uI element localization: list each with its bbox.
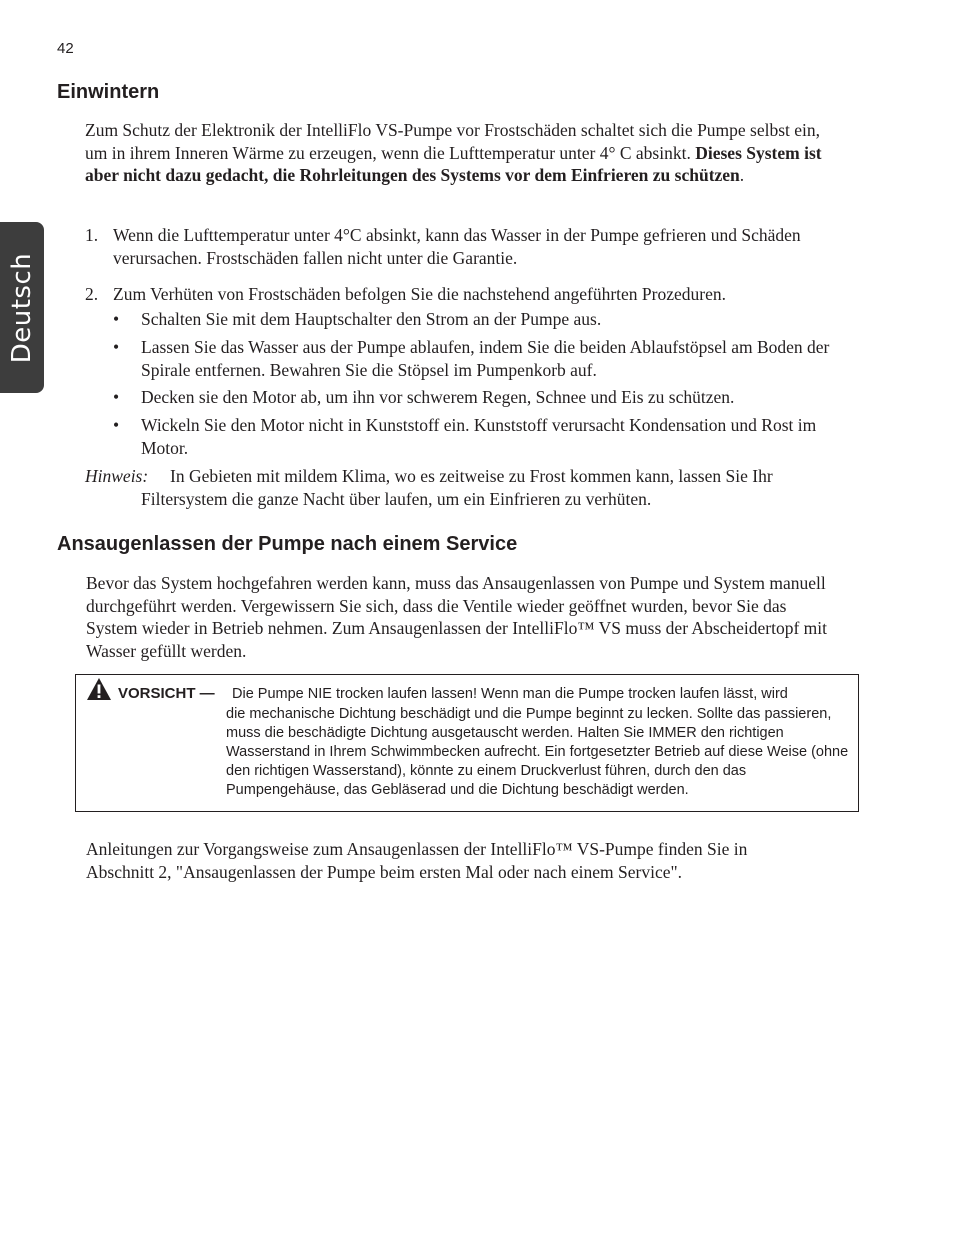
bullet-item: Lassen Sie das Wasser aus der Pumpe ablaufen, indem Sie die beiden Ablaufstöpsel am Boden der Spirale entfernen. Bewahren Sie die Stöpsel im Pumpenkorb auf.	[141, 337, 830, 380]
intro-bold: Dieses System ist aber nicht dazu gedacht, die Rohrleitungen des Systems vor dem Einfrieren zu schützen	[85, 142, 822, 185]
list-item-1: Wenn die Lufttemperatur unter 4°C absinkt, kann das Wasser in der Pumpe gefrieren und Schäden verursachen. Frostschäden fallen nicht unter die Garantie.	[113, 225, 801, 268]
warning-triangle-icon	[86, 677, 112, 701]
bullet-mark: •	[113, 415, 120, 435]
intro-normal: Zum Schutz der Elektronik der IntelliFlo VS-Pumpe vor Frostschäden schaltet sich die Pumpe selbst ein, um in ihrem Inneren Wärme zu erzeugen, wenn die Lufttemperatur unter 4° C absinkt.	[85, 120, 821, 163]
page-number: 42	[57, 40, 74, 57]
caution-label: VORSICHT —	[118, 685, 215, 702]
list-number-1: 1.	[85, 225, 99, 245]
language-side-tab	[0, 222, 44, 393]
caution-text-first-line: Die Pumpe NIE trocken laufen lassen! Wenn man die Pumpe trocken laufen lässt, wird	[232, 686, 788, 702]
list-number-2: 2.	[85, 284, 99, 304]
bullet-mark: •	[113, 337, 120, 357]
einwintern-intro	[85, 119, 835, 187]
intro-end: .	[739, 165, 745, 185]
bullet-item: Schalten Sie mit dem Hauptschalter den Strom an der Pumpe aus.	[141, 309, 602, 329]
bullet-item: Decken sie den Motor ab, um ihn vor schwerem Regen, Schnee und Eis zu schützen.	[141, 387, 735, 407]
ansaugen-intro: Bevor das System hochgefahren werden kann, muss das Ansaugenlassen von Pumpe und System manuell durchgeführt werden. Vergewissern Sie sich, dass die Ventile wieder geöffnet wurden, bevor Sie das System wieder in Betrieb nehmen. Zum Ansaugenlassen der IntelliFlo™ VS muss der Abscheidertopf mit Wasser gefüllt werden.	[86, 573, 828, 661]
list-item-2: Zum Verhüten von Frostschäden befolgen Sie die nachstehend angeführten Prozeduren.	[113, 284, 726, 304]
side-tab-label: Deutsch	[7, 252, 37, 363]
section-heading-einwintern: Einwintern	[57, 81, 160, 103]
caution-box	[75, 674, 859, 812]
bullet-mark: •	[113, 309, 120, 329]
note-text: In Gebieten mit mildem Klima, wo es zeitweise zu Frost kommen kann, lassen Sie Ihr Filtersystem die ganze Nacht über laufen, um ein Einfrieren zu verhüten.	[141, 466, 773, 509]
bullet-mark: •	[113, 387, 120, 407]
note-label: Hinweis:	[85, 466, 149, 486]
bullet-item: Wickeln Sie den Motor nicht in Kunststoff ein. Kunststoff verursacht Kondensation und Rost im Motor.	[141, 415, 817, 458]
section-heading-ansaugenlassen: Ansaugenlassen der Pumpe nach einem Service	[57, 533, 518, 555]
ansaugen-outro: Anleitungen zur Vorgangsweise zum Ansaugenlassen der IntelliFlo™ VS-Pumpe finden Sie in Abschnitt 2, "Ansaugenlassen der Pumpe beim ersten Mal oder nach einem Service".	[86, 839, 748, 882]
caution-text: die mechanische Dichtung beschädigt und die Pumpe beginnt zu lecken. Sollte das passieren, muss die beschädigte Dichtung ausgetauscht werden. Halten Sie IMMER den richtigen Wasserstand in Ihrem Schwimmbecken aufrecht. Ein fortgesetzter Betrieb auf diese Weise (ohne den richtigen Wasserstand), könnte zu einem Druckverlust führen, durch den das Pumpengehäuse, das Gebläserad und die Dichtung beschädigt werden.	[226, 706, 849, 798]
